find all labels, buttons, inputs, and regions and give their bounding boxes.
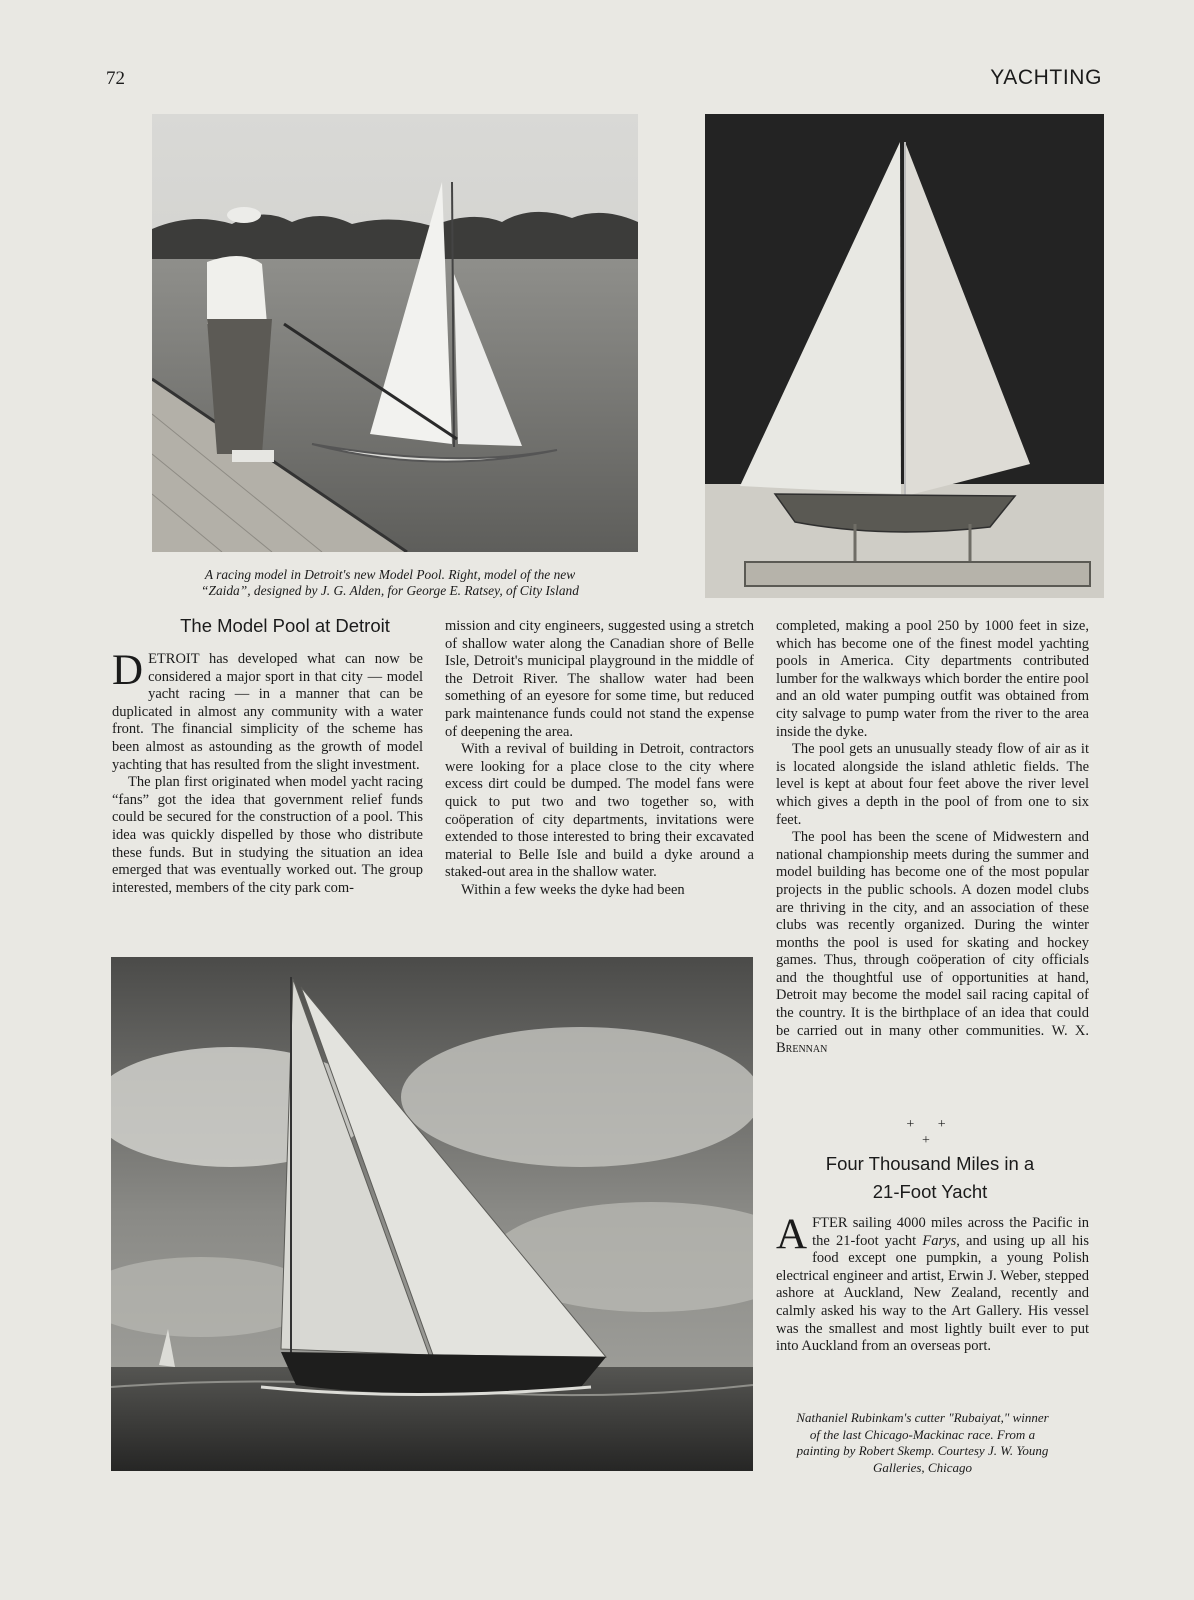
article-2-title-line2: 21-Foot Yacht [872,1181,988,1202]
article-2-title-line1: Four Thousand Miles in a [825,1153,1035,1174]
article-paragraph-1: ETROIT has developed what can now be considered a major sport in that city — model yacht racing — in a manner that can be duplicated in almost any community with a water front. The financial simplicity of the scheme has been almost as astounding as the growth of model yachting that has resulted from the slight investment. [112,651,423,773]
page-number: 72 [106,68,125,89]
article-paragraph-2b: mission and city engineers, suggested using a stretch of shallow water along the Canadian shore of Belle Isle, Detroit's municipal playground in the middle of the Detroit River. The shallow water had been something of an eyesore for some time, but reduced park maintenance funds could not stand the expense of deepening the area. [445,618,754,740]
zaida-model-photo [705,114,1104,598]
photo-caption-top [150,567,630,599]
rubaiyat-painting [111,957,753,1471]
drop-cap-2: A [776,1211,808,1258]
article-column-2 [445,618,754,940]
article-2-body [776,1211,1089,1395]
article-paragraph-4b: completed, making a pool 250 by 1000 feet in size, which has become one of the finest model yachting pools in America. City departments contributed lumber for the walkways which border the entire pool and an old water pumping outfit was obtained from city salvage to pump water from the river to the area inside the dyke. [776,618,1089,740]
caption-top-line1: A racing model in Detroit's new Model Pool. Right, model of the new [204,567,576,582]
article-paragraph-5: The pool gets an unusually steady flow of air as it is located alongside the island athletic fields. The level is kept at about four feet above the river level which gives a depth in the pool of from one to six feet. [776,741,1089,828]
article-paragraph-2a: The plan first originated when model yacht racing “fans” got the idea that government relief funds could be secured for the construction of a pool. This idea was quickly dispelled by those who distribute these funds. But in studying the situation an idea emerged that was eventually worked out. The group interested, members of the city park com- [112,774,423,896]
article-2-title [800,1150,1060,1206]
author-byline: W. X. Brennan [776,1022,1090,1057]
racing-model-photo [152,114,638,552]
section-separator: + + + [906,1117,956,1148]
article-2-text-b: , and using up all his food except one pumpkin, a young Polish electrical engineer and artist, Erwin J. Weber, stepped ashore at Auckland, New Zealand, recently and calmly asked his way to the Art Gallery. His vessel was the smallest and most lightly built ever to put into Auckland from an overseas port. [776,1232,1089,1355]
caption-top-line2: “Zaida”, designed by J. G. Alden, for George E. Ratsey, of City Island [201,583,579,598]
magazine-title: YACHTING [990,66,1102,89]
drop-cap: D [112,647,144,694]
article-2-text-a: FTER sailing 4000 miles across the Pacific in the 21-foot yacht [812,1215,1089,1249]
article-column-1 [112,647,423,940]
article-title: The Model Pool at Detroit [180,615,390,636]
article-column-3 [776,618,1089,1098]
article-paragraph-3: With a revival of building in Detroit, contractors were looking for a place close to the city where excess dirt could be dumped. The model fans were quick to put two and two together so, with coöperation of city departments, invitations were extended to those interested to bring their excavated material to Belle Isle and build a dyke around a staked-out area in the shallow water. [445,741,754,881]
article-paragraph-4a: Within a few weeks the dyke had been [461,881,685,898]
painting-caption: Nathaniel Rubinkam's cutter "Rubaiyat," winner of the last Chicago-Mackinac race. From a painting by Robert Skemp. Courtesy J. W. Young Galleries, Chicago [796,1410,1049,1475]
yacht-name: Farys [922,1232,957,1249]
article-paragraph-6: The pool has been the scene of Midwestern and national championship meets during the summer and model building has become one of the most popular projects in the public schools. A dozen model clubs are thriving in the city, and an association of these clubs was recently organized. During the winter months the pool is used for skating and hockey games. Thus, through coöperation of city officials and the thoughtful use of opportunities at hand, Detroit may become the model sail racing capital of the country. It is the birthplace of an idea that could be carried out in many other communities. [776,829,1089,1039]
